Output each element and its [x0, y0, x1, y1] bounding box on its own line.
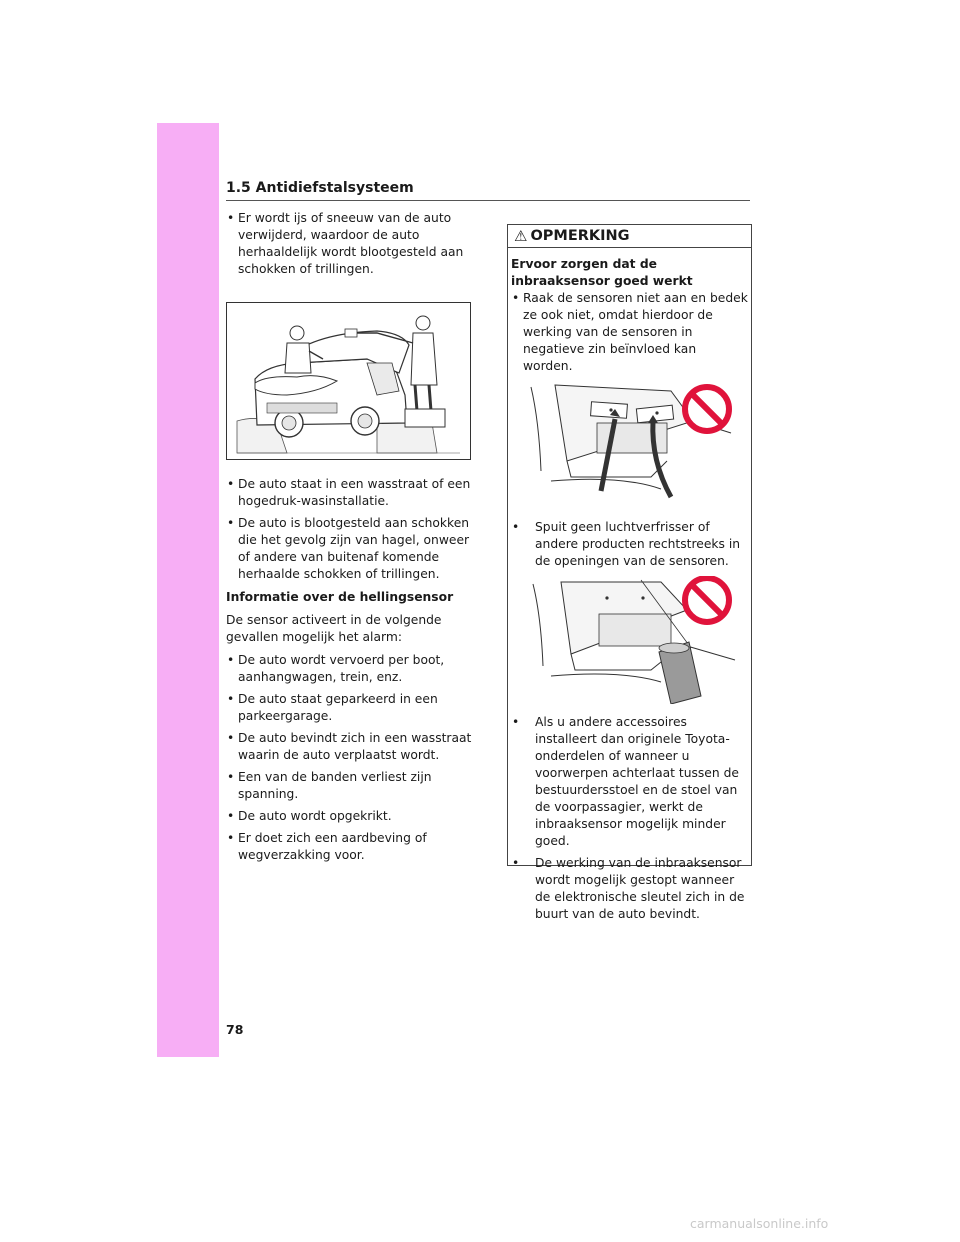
notice-bullets-1 — [511, 290, 748, 375]
section-title: 1.5 Antidiefstalsysteem — [226, 180, 414, 196]
sensor-touch-drawing — [511, 381, 739, 509]
notice-bullets-2 — [511, 519, 748, 570]
list-item: • De auto wordt vervoerd per boot, aanhangwagen, trein, enz. — [226, 652, 474, 686]
list-item: • Er wordt ijs of sneeuw van de auto verwijderd, waardoor de auto herhaaldelijk wordt blootgesteld aan schokken of trillingen. — [226, 210, 474, 278]
warning-icon: ⚠ — [514, 226, 528, 245]
notice-title: OPMERKING — [530, 227, 630, 244]
snow-car-drawing — [227, 303, 470, 459]
subheading-tilt-sensor: Informatie over de hellingsensor — [226, 590, 454, 604]
notice-body — [508, 248, 751, 923]
list-item: • De auto staat in een wasstraat of een hogedruk-wasinstallatie. — [226, 476, 474, 510]
illustration-snow-removal — [226, 302, 471, 460]
notice-subheading: Ervoor zorgen dat de inbraaksensor goed werkt — [511, 257, 693, 288]
list-item: • De werking van de inbraaksensor wordt mogelijk gestopt wanneer de elektronische sleutel zich in de buurt van de auto bevindt. — [511, 855, 748, 923]
bullet-list-mid — [226, 476, 474, 583]
notice-bullets-3 — [511, 714, 748, 923]
chapter-side-band — [157, 123, 219, 1057]
list-item: • Er doet zich een aardbeving of wegverzakking voor. — [226, 830, 474, 864]
bullet-list-top — [226, 210, 474, 278]
list-item: • Een van de banden verliest zijn spanning. — [226, 769, 474, 803]
section-header — [226, 178, 750, 201]
intro-paragraph: De sensor activeert in de volgende gevallen mogelijk het alarm: — [226, 613, 442, 644]
sensor-spray-drawing — [511, 576, 739, 704]
list-item: • Raak de sensoren niet aan en bedek ze ook niet, omdat hierdoor de werking van de sensoren in negatieve zin beïnvloed kan worden. — [511, 290, 748, 375]
illustration-sensor-spray — [511, 576, 739, 704]
list-item: • Spuit geen luchtverfrisser of andere producten rechtstreeks in de openingen van de sensoren. — [511, 519, 748, 570]
list-item: • De auto staat geparkeerd in een parkeergarage. — [226, 691, 474, 725]
bullet-list-bottom — [226, 652, 474, 864]
left-column — [226, 210, 474, 869]
list-item: • De auto bevindt zich in een wasstraat waarin de auto verplaatst wordt. — [226, 730, 474, 764]
watermark: carmanualsonline.info — [690, 1216, 829, 1231]
notice-box — [507, 224, 752, 921]
page-number: 78 — [226, 1022, 244, 1037]
illustration-sensor-touch — [511, 381, 739, 509]
list-item: • De auto wordt opgekrikt. — [226, 808, 474, 825]
notice-header — [508, 225, 751, 248]
list-item: • Als u andere accessoires installeert dan originele Toyota-onderdelen of wanneer u voorwerpen achterlaat tussen de bestuurdersstoel en de stoel van de voorpassagier, werkt de inbraaksensor mogelijk minder goed. — [511, 714, 748, 850]
list-item: • De auto is blootgesteld aan schokken die het gevolg zijn van hagel, onweer of andere van buitenaf komende herhaalde schokken of trillingen. — [226, 515, 474, 583]
